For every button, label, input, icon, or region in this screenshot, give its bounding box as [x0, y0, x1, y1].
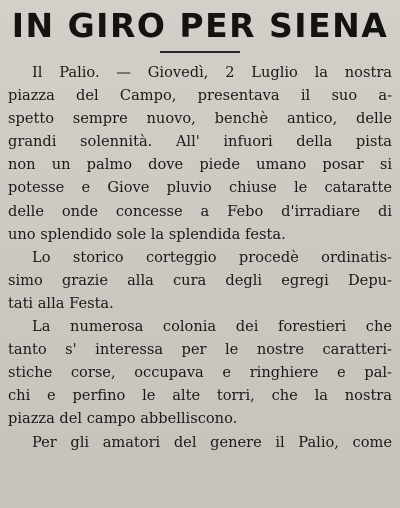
text-line: non un palmo dove piede umano posar si: [8, 156, 392, 174]
text-line: potesse e Giove pluvio chiuse le cataratte: [8, 179, 392, 197]
text-line: chi e perfino le alte torri, che la nostra: [8, 387, 392, 405]
text-line: Il Palio. — Giovedì, 2 Luglio la nostra: [32, 64, 392, 81]
text-line: Lo storico corteggio procedè ordinatis-: [32, 248, 392, 266]
text-line: simo grazie alla cura degli egregi Depu-: [8, 271, 392, 289]
text-line: tanto s' interessa per le nostre caratteri-: [8, 341, 392, 359]
text-line: Per gli amatori del genere il Palio, come: [32, 433, 392, 451]
text-line: uno splendido sole la splendida festa.: [8, 225, 286, 243]
article-headline: IN GIRO PER SIENA: [11, 6, 389, 45]
paragraph-2: [8, 246, 392, 315]
paragraph-3: [8, 315, 392, 430]
text-line: La numerosa colonia dei forestieri che: [32, 318, 392, 336]
article-body: [8, 61, 392, 454]
headline-divider: [160, 51, 240, 53]
text-line: delle onde concesse a Febo d'irradiare di: [8, 202, 392, 220]
text-line: piazza del Campo, presentava il suo a-: [8, 87, 392, 105]
text-line: spetto sempre nuovo, benchè antico, delle: [8, 110, 392, 128]
text-line: tati alla Festa.: [8, 294, 114, 312]
paragraph-1: [8, 61, 392, 246]
text-line: stiche corse, occupava e ringhiere e pal-: [8, 364, 392, 382]
text-line: grandi solennità. All' infuori della pista: [8, 133, 392, 151]
paragraph-4: [8, 431, 392, 454]
text-line: piazza del campo abbelliscono.: [8, 410, 238, 428]
